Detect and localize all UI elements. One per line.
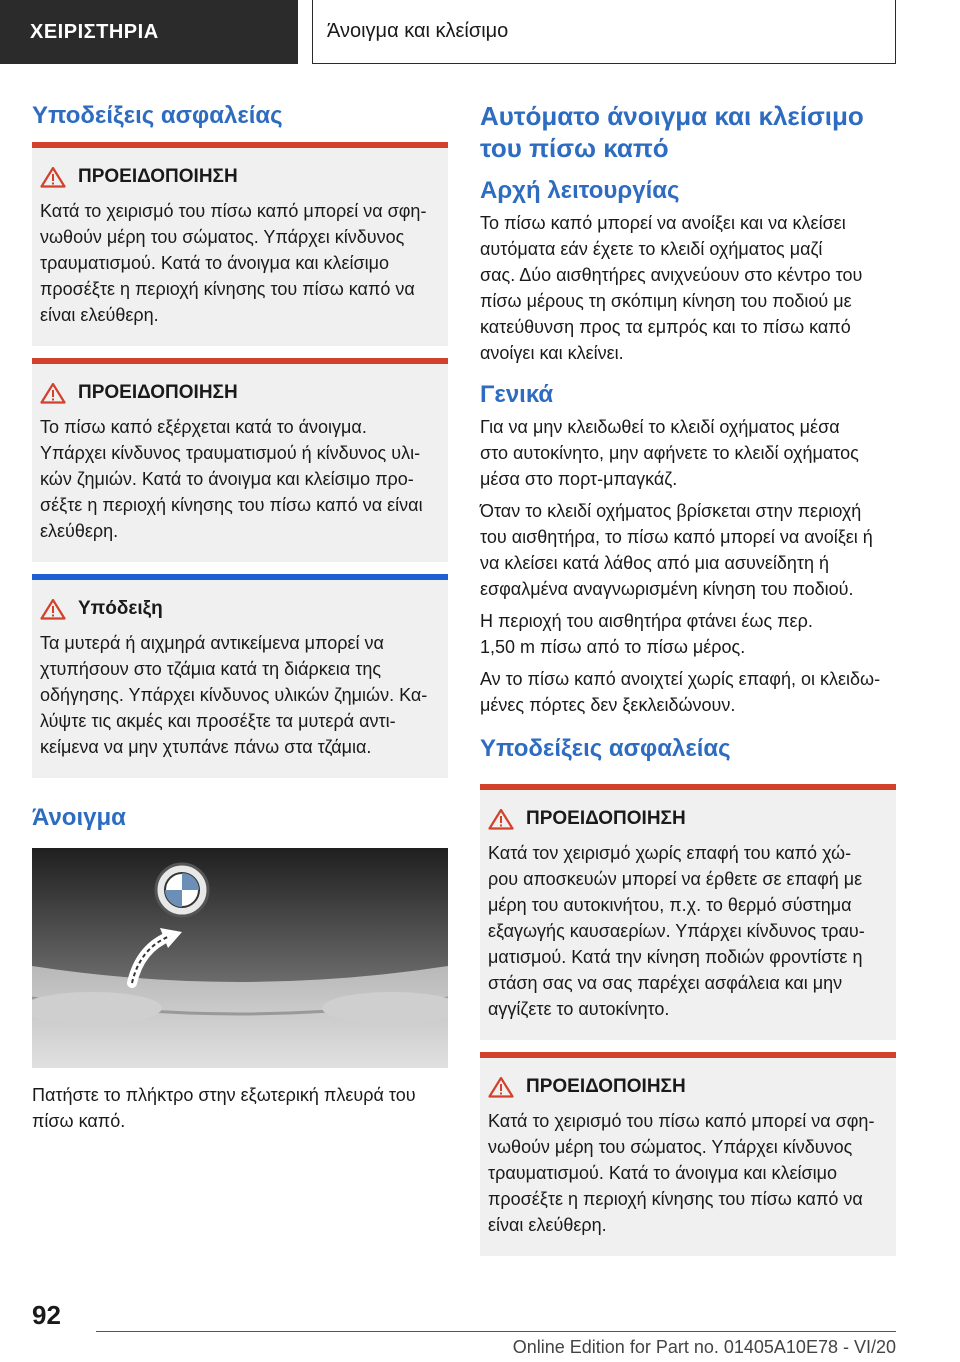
warning-text: [32, 192, 448, 328]
text-line: Το πίσω καπό μπορεί να ανοίξει και να κλείσει: [480, 213, 846, 233]
warning-line: αγγίζετε το αυτοκίνητο.: [488, 999, 670, 1019]
text-line: σας. Δύο αισθητήρες ανιχνεύουν στο κέντρο του: [480, 265, 863, 285]
warning-line: είναι ελεύθερη.: [40, 305, 159, 325]
warning-title: ΠΡΟΕΙΔΟΠΟΙΗΣΗ: [526, 808, 686, 829]
note-line: κείμενα να μην χτυπάνε πάνω στα τζάμια.: [40, 737, 372, 757]
warning-title: ΠΡΟΕΙΔΟΠΟΙΗΣΗ: [78, 166, 238, 187]
warning-line: εξαγωγής καυσαερίων. Υπάρχει κίνδυνος τραυ-: [488, 921, 865, 941]
warning-line: ελεύθερη.: [40, 521, 119, 541]
text-line: στο αυτοκίνητο, μην αφήνετε το κλειδί οχήματος: [480, 443, 859, 463]
note-box: [32, 574, 448, 778]
note-line: οδήγησης. Υπάρχει κίνδυνος υλικών ζημιών. Κα-: [40, 685, 428, 705]
trunk-illustration: [32, 848, 448, 1068]
caption-line: πίσω καπό.: [32, 1111, 126, 1131]
note-line: λύψτε τις ακμές και προσέξτε τα μυτερά αντι-: [40, 711, 396, 731]
warning-line: μέρη του αυτοκινήτου, π.χ. το θερμό σύστημα: [488, 895, 852, 915]
note-title: Υπόδειξη: [78, 598, 163, 619]
warning-title-row: [480, 804, 896, 834]
edition-footer: Online Edition for Part no. 01405A10E78 - VI/20: [512, 1337, 896, 1357]
caption-line: Πατήστε το πλήκτρο στην εξωτερική πλευρά του: [32, 1085, 416, 1105]
warning-triangle-icon: [40, 166, 66, 188]
warning-line: σέξτε η περιοχή κίνησης του πίσω καπό να είναι: [40, 495, 423, 515]
warning-line: είναι ελεύθερη.: [488, 1215, 607, 1235]
page-number: 92: [32, 1300, 61, 1330]
warning-line: τραυματισμού. Κατά το άνοιγμα και κλείσιμο: [488, 1163, 838, 1183]
warning-line: προσέξτε η περιοχή κίνησης του πίσω καπό να: [488, 1189, 863, 1209]
warning-box: [480, 784, 896, 1040]
text-line: ανοίγει και κλείνει.: [480, 343, 624, 363]
text-line: αυτόματα εάν έχετε το κλειδί οχήματος μαζί: [480, 239, 823, 259]
warning-line: Το πίσω καπό εξέρχεται κατά το άνοιγμα.: [40, 417, 367, 437]
warning-text: [32, 408, 448, 544]
text-line: να κλείσει κατά λάθος από μια ασυνείδητη ή: [480, 553, 830, 573]
general-paragraph: [480, 666, 896, 718]
photo-caption: [32, 1082, 448, 1134]
warning-line: Υπάρχει κίνδυνος τραυματισμού ή κίνδυνος υλι-: [40, 443, 421, 463]
section-label: Άνοιγμα και κλείσιμο: [327, 20, 509, 42]
chapter-tab: [0, 0, 298, 64]
note-line: Τα μυτερά ή αιχμηρά αντικείμενα μπορεί να: [40, 633, 384, 653]
text-line: Όταν το κλειδί οχήματος βρίσκεται στην περιοχή: [480, 501, 862, 521]
note-title-row: [32, 594, 448, 624]
warning-triangle-icon: [488, 1076, 514, 1098]
text-line: πίσω μέρους τη σκόπιμη κίνηση του ποδιού με: [480, 291, 852, 311]
section-tab: [312, 0, 896, 64]
warning-line: Κατά τον χειρισμό χωρίς επαφή του καπό χώ-: [488, 843, 852, 863]
safety-heading: Υποδείξεις ασφαλείας: [32, 102, 283, 129]
main-heading: [480, 100, 896, 164]
text-line: εσφαλμένα αναγνωρισμένη κίνηση του ποδιού.: [480, 579, 854, 599]
text-line: Για να μην κλειδωθεί το κλειδί οχήματος μέσα: [480, 417, 840, 437]
principle-heading: Αρχή λειτουργίας: [480, 177, 680, 204]
text-line: μένες πόρτες δεν ξεκλειδώνουν.: [480, 695, 736, 715]
footer-divider: [96, 1331, 896, 1332]
note-line: χτυπήσουν στο τζάμια κατά τη διάρκεια της: [40, 659, 382, 679]
text-line: μέσα στο πορτ-μπαγκάζ.: [480, 469, 678, 489]
warning-line: ρου αποσκευών μπορεί να έρθετε σε επαφή με: [488, 869, 863, 889]
warning-line: νωθούν μέρη του σώματος. Υπάρχει κίνδυνος: [40, 227, 405, 247]
safety-heading-right: Υποδείξεις ασφαλείας: [480, 735, 731, 762]
general-paragraph: [480, 498, 896, 602]
general-paragraph: [480, 414, 896, 492]
warning-box: [480, 1052, 896, 1256]
warning-line: προσέξτε η περιοχή κίνησης του πίσω καπό να: [40, 279, 415, 299]
warning-line: ματισμού. Κατά την κίνηση ποδιών φροντίστε η: [488, 947, 863, 967]
principle-text: [480, 210, 896, 366]
warning-line: στάση σας να σας παρέχει ασφάλεια και μην: [488, 973, 843, 993]
note-triangle-icon: [40, 598, 66, 620]
text-line: 1,50 m πίσω από το πίσω μέρος.: [480, 637, 746, 657]
text-line: Η περιοχή του αισθητήρα φτάνει έως περ.: [480, 611, 813, 631]
left-column: [32, 100, 448, 1140]
warning-title-row: [32, 162, 448, 192]
text-line: Αν το πίσω καπό ανοιχτεί χωρίς επαφή, οι κλειδω-: [480, 669, 881, 689]
warning-title-row: [32, 378, 448, 408]
warning-text: [480, 1102, 896, 1238]
general-heading: Γενικά: [480, 381, 554, 408]
warning-box: [32, 142, 448, 346]
warning-triangle-icon: [488, 808, 514, 830]
text-line: του αισθητήρα, το πίσω καπό μπορεί να ανοίξει ή: [480, 527, 873, 547]
warning-title: ΠΡΟΕΙΔΟΠΟΙΗΣΗ: [78, 382, 238, 403]
note-text: [32, 624, 448, 760]
warning-triangle-icon: [40, 382, 66, 404]
right-column: [480, 100, 896, 1268]
warning-line: Κατά το χειρισμό του πίσω καπό μπορεί να σφη-: [488, 1111, 875, 1131]
main-heading-line: του πίσω καπό: [480, 133, 669, 163]
text-line: κατεύθυνση προς τα εμπρός και το πίσω καπό: [480, 317, 851, 337]
warning-title-row: [480, 1072, 896, 1102]
general-paragraph: [480, 608, 896, 660]
warning-line: νωθούν μέρη του σώματος. Υπάρχει κίνδυνος: [488, 1137, 853, 1157]
trunk-button-photo: [32, 848, 448, 1068]
main-heading-line: Αυτόματο άνοιγμα και κλείσιμο: [480, 101, 864, 131]
warning-line: τραυματισμού. Κατά το άνοιγμα και κλείσιμο: [40, 253, 390, 273]
warning-line: κών ζημιών. Κατά το άνοιγμα και κλείσιμο προ-: [40, 469, 414, 489]
warning-box: [32, 358, 448, 562]
chapter-label: ΧΕΙΡΙΣΤΗΡΙΑ: [30, 21, 159, 43]
warning-text: [480, 834, 896, 1022]
warning-line: Κατά το χειρισμό του πίσω καπό μπορεί να σφη-: [40, 201, 427, 221]
warning-title: ΠΡΟΕΙΔΟΠΟΙΗΣΗ: [526, 1076, 686, 1097]
opening-heading: Άνοιγμα: [32, 804, 126, 831]
